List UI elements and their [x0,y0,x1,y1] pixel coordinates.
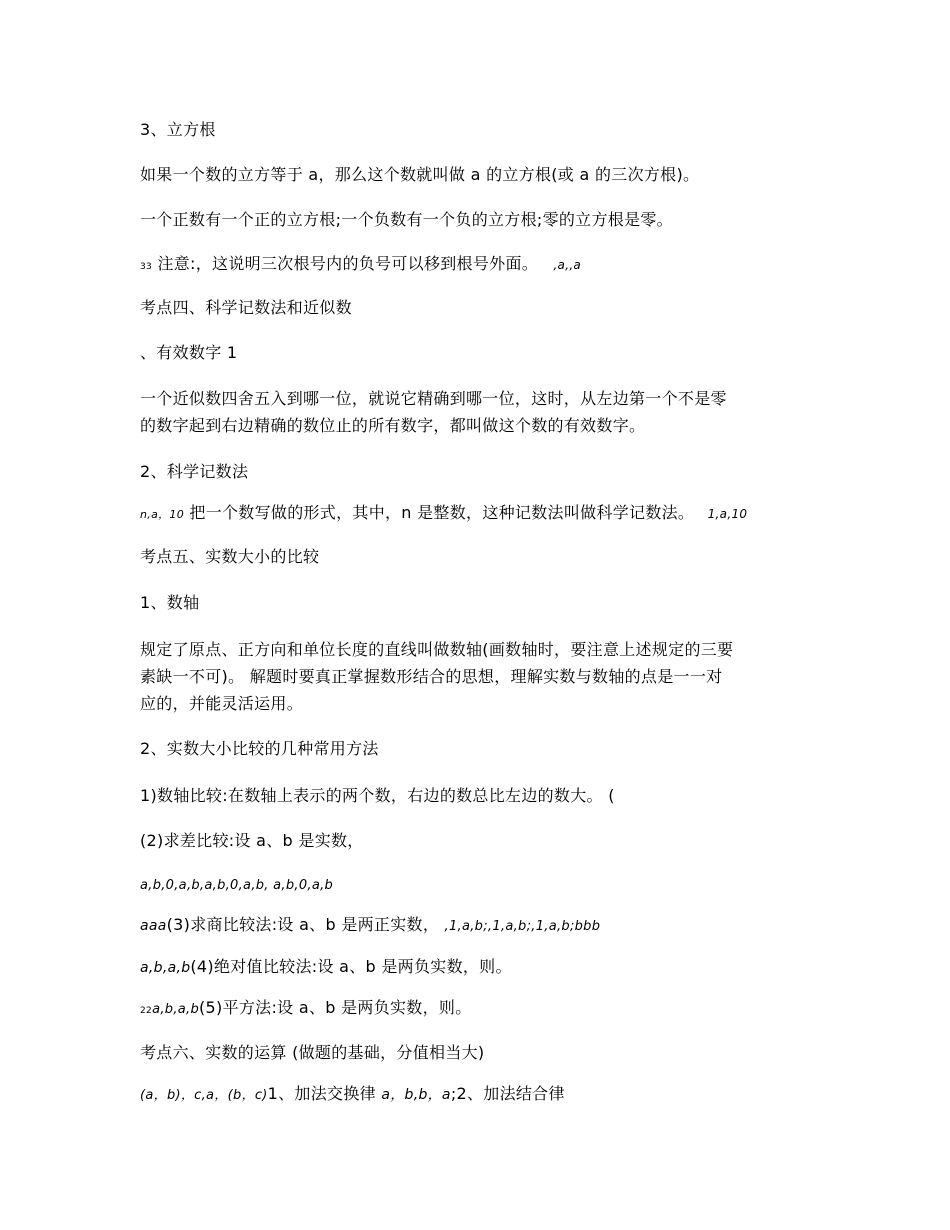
heading-text: 1、数轴 [140,593,200,612]
heading-text: 、有效数字 1 [140,343,238,362]
paragraph-text: 注意:，这说明三次根号内的负号可以移到根号外面。 [157,254,539,273]
heading-text: 考点五、实数大小的比较 [140,547,320,566]
subheading-significant-figures [140,342,237,364]
paragraph-cube-root-properties [140,209,673,231]
method-2-formula [140,873,333,897]
formula-fragment: 22 [140,1006,153,1016]
paragraph-text: 1)数轴比较:在数轴上表示的两个数，右边的数总比左边的数大。 ( [140,786,615,805]
formula-fragment: a，b,b，a [381,1087,451,1103]
heading-text: 2、实数大小比较的几种常用方法 [140,739,379,758]
paragraph-text: (5)平方法:设 a、b 是两负实数，则。 [199,998,472,1017]
paragraph-text: (4)绝对值比较法:设 a、b 是两负实数，则。 [190,957,512,976]
section-heading-cube-root [140,119,216,141]
formula-fragment: ,1,a,b;,1,a,b;,1,a,b;bbb [444,919,601,934]
paragraph-text: (3)求商比较法:设 a、b 是两正实数， [166,915,440,934]
formula-fragment: a,b,a,b [140,960,191,976]
formula-fragment: aaa [140,918,167,934]
paragraph-line: 一个近似数四舍五入到哪一位，就说它精确到哪一位，这时，从左边第一个不是零 [140,389,727,408]
paragraph-line: 素缺一不可)。 解题时要真正掌握数形结合的思想，理解实数与数轴的点是一一对 [140,667,723,686]
paragraph-text: ;2、加法结合律 [450,1084,565,1103]
heading-text: 3、立方根 [140,120,216,139]
subheading-number-line [140,592,199,614]
paragraph-cube-root-definition [140,164,699,186]
method-5 [140,997,472,1022]
paragraph-text: 如果一个数的立方等于 a，那么这个数就叫做 a 的立方根(或 a 的三次方根)。 [140,165,700,184]
paragraph-line: 规定了原点、正方向和单位长度的直线叫做数轴(画数轴时，要注意上述规定的三要 [140,640,734,659]
paragraph-text: 1、加法交换律 [267,1084,382,1103]
heading-text: 2、科学记数法 [140,462,249,481]
paragraph-operation-laws [140,1083,565,1107]
method-1 [140,785,615,807]
paragraph-number-line [140,636,820,717]
paragraph-scientific-notation [140,502,747,526]
section-heading-kaodian-6 [140,1042,484,1064]
formula-fragment: ,a,,a [553,258,582,272]
formula-fragment: a,b,0,a,b,a,b,0,a,b, a,b,0,a,b [140,878,334,893]
paragraph-line: 的数字起到右边精确的数位止的所有数字，都叫做这个数的有效数字。 [140,416,646,435]
paragraph-note [140,253,581,278]
formula-fragment: n,a，10 [140,508,185,521]
paragraph-line: 应的，并能灵活运用。 [140,694,304,713]
subheading-scientific-notation [140,461,248,483]
method-4 [140,956,512,979]
paragraph-text: 一个正数有一个正的立方根;一个负数有一个负的立方根;零的立方根是零。 [140,210,673,229]
section-heading-kaodian-4 [140,297,352,319]
method-3 [140,914,600,938]
paragraph-significant-figures [140,385,820,439]
section-heading-kaodian-5 [140,546,319,568]
method-2 [140,830,364,852]
formula-fragment: (a，b)，c,a，(b，c) [140,1088,268,1103]
paragraph-text: (2)求差比较:设 a、b 是实数， [140,831,364,850]
heading-text: 考点六、实数的运算 (做题的基础，分值相当大) [140,1043,485,1062]
subheading-comparison-methods [140,738,379,760]
formula-fragment: 1,a,10 [707,507,748,521]
formula-fragment: 33 [140,262,153,272]
heading-text: 考点四、科学记数法和近似数 [140,298,352,317]
paragraph-text: 把一个数写做的形式，其中，n 是整数，这种记数法叫做科学记数法。 [189,503,695,522]
formula-fragment: a,b,a,b [152,1002,199,1017]
